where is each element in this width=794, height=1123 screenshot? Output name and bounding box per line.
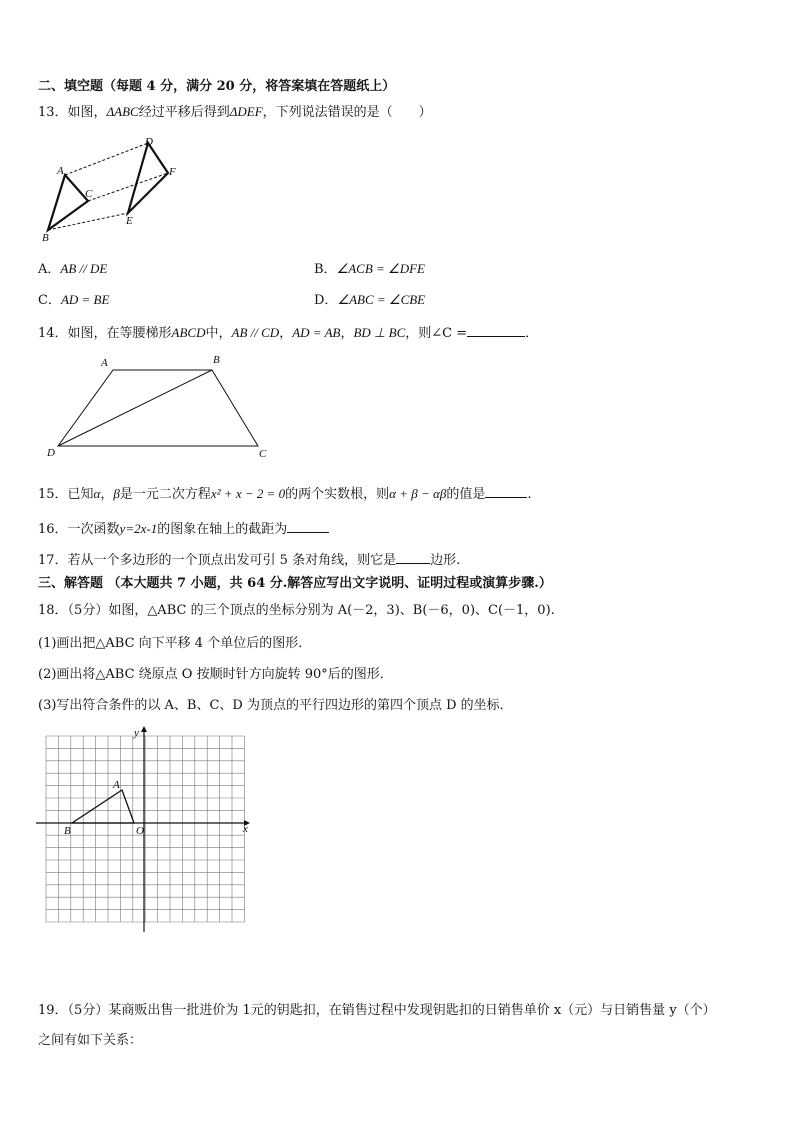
q16-prefix: 16．一次函数 (38, 522, 120, 537)
option-d-text: ∠ABC = ∠CBE (337, 292, 426, 307)
section-3-title: 三、解答题 （本大题共 7 小题，共 64 分.解答应写出文字说明、证明过程或演算步骤.） (38, 576, 552, 591)
q15-end: 的值是 (446, 487, 486, 502)
grid-label-x: x (243, 823, 248, 835)
question-15-stem (38, 485, 531, 503)
q14-label-a: A (101, 357, 108, 369)
q14-ask: ，则∠C = (405, 326, 468, 341)
q15-alpha: α (93, 486, 101, 501)
q13-option-b (314, 261, 425, 278)
section-2-title: 二、填空题（每题 4 分，满分 20 分，将答案填在答题纸上） (38, 79, 396, 94)
q14-end: ． (525, 326, 539, 341)
q13-triangle-abc-shape (48, 175, 88, 230)
q13-dash-ad (65, 143, 148, 175)
question-18-part-2: (2)画出将△ABC 绕原点 O 按顺时针方向旋转 90°后的图形． (38, 667, 393, 682)
question-13-stem (38, 104, 432, 121)
option-b-label: B． (314, 262, 337, 277)
q14-trapezoid-shape (58, 370, 258, 446)
question-14-stem (38, 324, 538, 342)
q16-function: y=2x-1 (119, 521, 158, 536)
grid-label-b: B (64, 825, 71, 837)
q14-sep-2: ， (340, 326, 354, 341)
q15-mid: 是一元二次方程 (119, 487, 211, 502)
question-18-part-3: (3)写出符合条件的以 A、B、C、D 为顶点的平行四边形的第四个顶点 D 的坐标． (38, 698, 513, 713)
option-d-label: D． (314, 293, 338, 308)
grid-label-a: A (113, 779, 120, 791)
option-c-label: C． (38, 293, 61, 308)
y-axis-arrow (141, 726, 147, 732)
q13-label-d: D (145, 136, 153, 148)
q14-shape: ABCD (171, 325, 206, 340)
question-19-line-2: 之间有如下关系： (38, 1033, 143, 1048)
q17-prefix: 17．若从一个多边形的一个顶点出发可引 5 条对角线，则它是 (38, 553, 397, 568)
q13-label-c: C (85, 188, 93, 200)
q13-option-d (314, 292, 425, 309)
q14-mid: 中， (205, 326, 232, 341)
q14-label-b: B (213, 354, 220, 366)
q14-condition-3: BD ⊥ BC (353, 325, 406, 340)
q15-equation: x² + x − 2 = 0 (210, 486, 286, 501)
q13-prefix: 13．如图， (38, 105, 107, 120)
q18-coordinate-grid (36, 726, 256, 936)
option-a-label: A． (38, 262, 61, 277)
grid-label-y: y (134, 727, 139, 739)
question-18-stem: 18．（5分）如图，△ABC 的三个顶点的坐标分别为 A(－2，3)、B(－6，0)、C(－1，0). (38, 603, 555, 618)
q14-answer-blank[interactable] (467, 324, 525, 337)
q13-middle-text: 经过平移后得到 (138, 105, 230, 120)
q15-comma: ， (100, 487, 114, 502)
q18-triangle-abc (72, 790, 134, 823)
q15-expression: α + β − αβ (389, 486, 447, 501)
q14-label-d: D (47, 447, 55, 459)
q15-mid2: 的两个实数根，则 (285, 487, 390, 502)
q14-sep-1: ， (279, 326, 293, 341)
q13-triangle-abc: ΔABC (106, 104, 139, 119)
q17-answer-blank[interactable] (396, 551, 430, 564)
q14-trapezoid-figure (44, 352, 274, 462)
q16-suffix: 的图象在轴上的截距为 (157, 522, 288, 537)
q14-prefix: 14．如图，在等腰梯形 (38, 326, 172, 341)
q13-suffix: ，下列说法错误的是（ ） (262, 105, 432, 120)
q13-triangle-def: ΔDEF (229, 104, 263, 119)
option-c-text: AD = BE (60, 292, 110, 307)
q13-option-a (38, 261, 107, 278)
grid-label-o: O (136, 825, 144, 837)
q15-prefix: 15．已知 (38, 487, 94, 502)
q14-condition-1: AB // CD (231, 325, 280, 340)
q17-suffix: 边形. (430, 553, 461, 568)
option-b-text: ∠ACB = ∠DFE (336, 261, 425, 276)
q13-dash-cf (88, 173, 168, 201)
q16-answer-blank[interactable] (287, 520, 329, 533)
q14-condition-2: AD = AB (292, 325, 341, 340)
q13-label-e: E (126, 215, 133, 227)
q13-label-a: A (57, 165, 64, 177)
q15-dot: . (527, 487, 532, 502)
q13-triangle-def-shape (128, 143, 168, 213)
q14-label-c: C (259, 448, 267, 460)
q15-beta: β (113, 486, 120, 501)
q14-diagonal-bd (58, 370, 212, 446)
question-16-stem (38, 520, 329, 538)
q15-answer-blank[interactable] (485, 485, 527, 498)
q13-option-c (38, 292, 109, 309)
grid-lines (46, 736, 244, 922)
option-a-text: AB // DE (60, 261, 108, 276)
q13-label-b: B (42, 232, 49, 244)
question-17-stem (38, 551, 460, 569)
question-19-line-1: 19．（5分）某商贩出售一批进价为 1元的钥匙扣，在销售过程中发现钥匙扣的日销售单价 x（元）与日销售量 y（个） (38, 1003, 716, 1018)
q13-translation-figure (40, 135, 180, 245)
q13-label-f: F (169, 166, 176, 178)
question-18-part-1: (1)画出把△ABC 向下平移 4 个单位后的图形． (38, 636, 312, 651)
